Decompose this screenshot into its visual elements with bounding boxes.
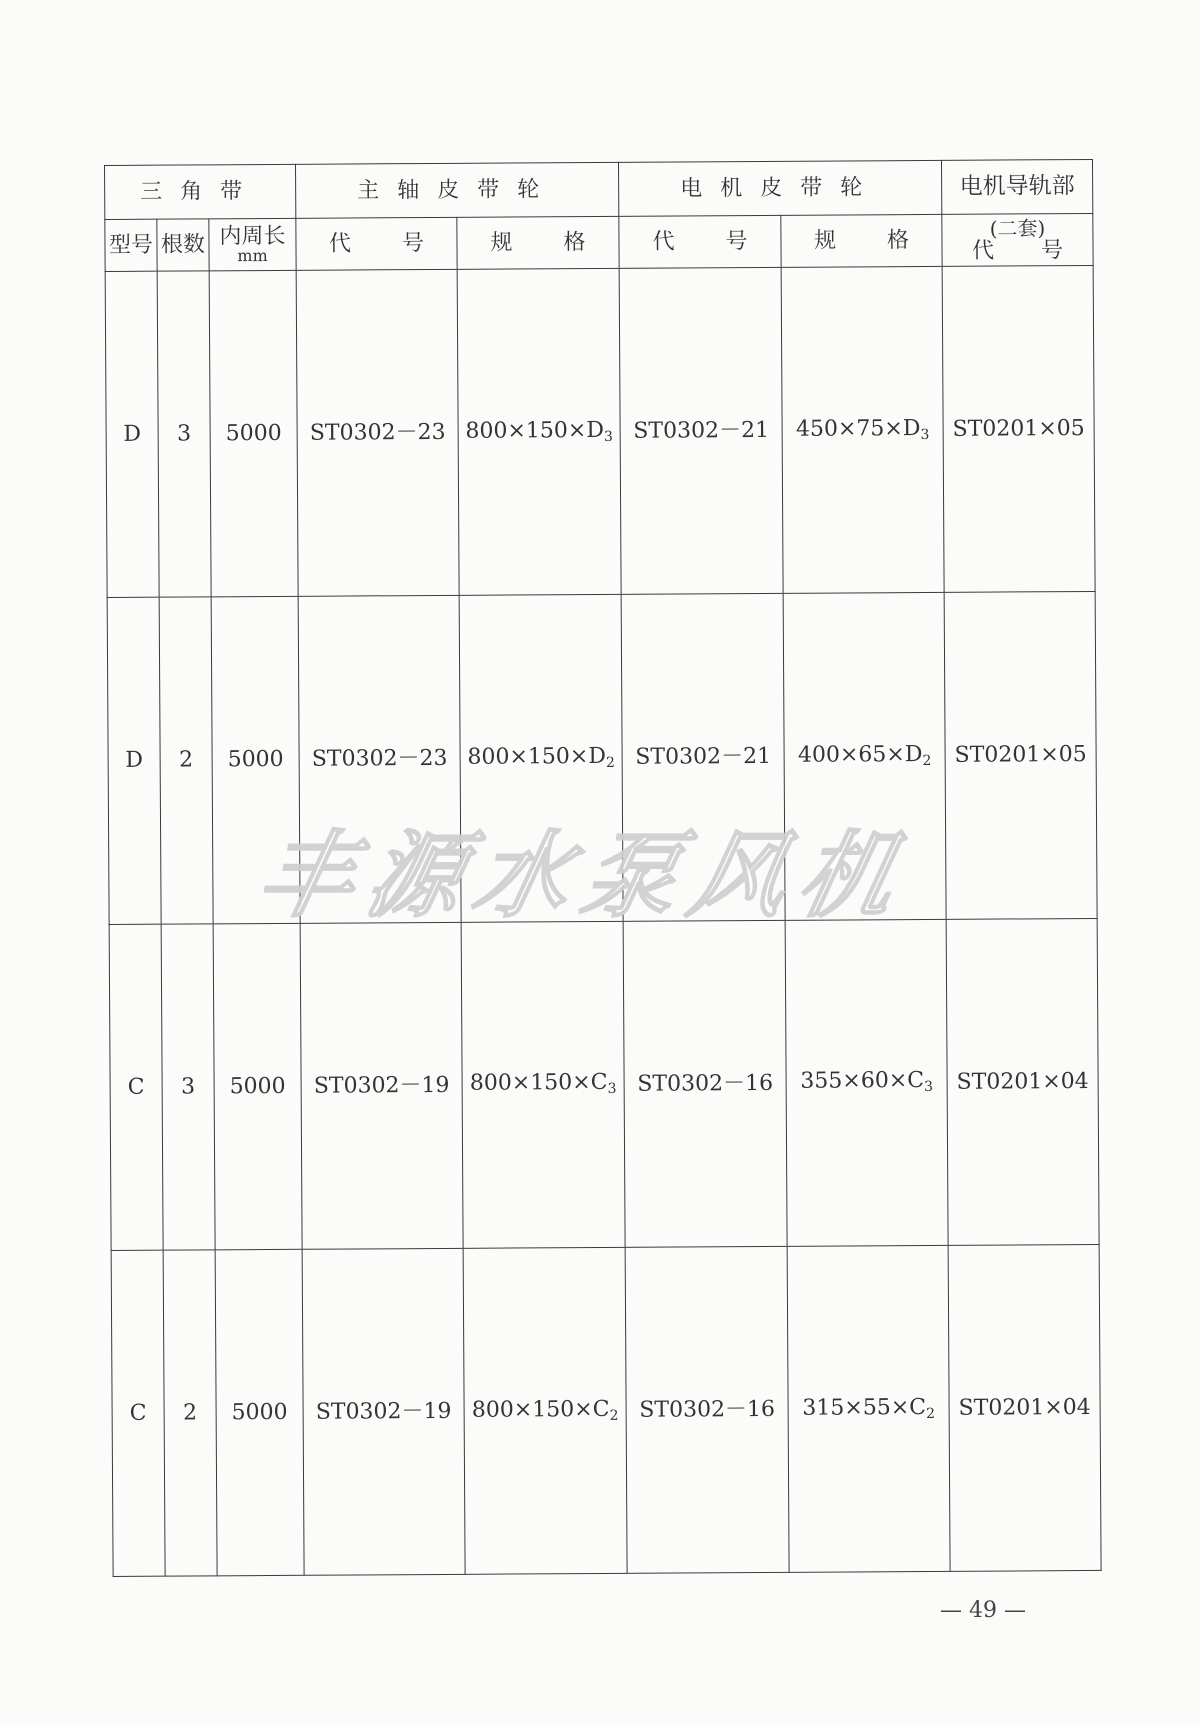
length-header <box>209 218 296 271</box>
type-header: 型号 <box>105 219 157 271</box>
type-cell: C <box>109 924 163 1251</box>
count-cell: 2 <box>159 597 213 924</box>
watermark: 丰源水泵风机 <box>248 821 920 931</box>
motor-spec-header: 规 格 <box>781 214 942 267</box>
length-cell: 5000 <box>211 597 300 924</box>
motor-code-cell: ST0302－21 <box>619 267 783 594</box>
main-code-cell: ST0302－19 <box>302 1248 465 1575</box>
count-cell: 3 <box>161 923 215 1250</box>
main-code-cell: ST0302－19 <box>300 922 463 1249</box>
count-cell: 3 <box>157 271 211 598</box>
motor-spec-cell <box>787 1245 950 1572</box>
rail-header-code: 代 号 <box>972 237 1064 264</box>
motor-spec-subscript: 3 <box>924 1079 934 1096</box>
main-spec-cell <box>459 595 623 922</box>
motor-spec-cell <box>785 919 948 1246</box>
main-spec-subscript: 3 <box>603 428 613 445</box>
main-spec-cell <box>463 1247 627 1574</box>
rail-header <box>942 213 1093 266</box>
type-cell: D <box>107 597 161 924</box>
motor-code-cell: ST0302－21 <box>621 594 785 921</box>
table-row <box>107 592 1097 924</box>
rail-code-cell: ST0201×04 <box>946 918 1099 1245</box>
rail-code-cell: ST0201×04 <box>948 1244 1101 1571</box>
main-spec-subscript: 2 <box>609 1407 619 1424</box>
main-spec-subscript: 3 <box>607 1081 617 1098</box>
length-header-label: 内周长 <box>219 223 286 249</box>
table-row <box>105 266 1095 598</box>
rail-header-qty: (二套) <box>989 215 1046 241</box>
main-spec-value: 800×150×D <box>467 743 607 770</box>
motor-code-header: 代 号 <box>619 215 781 268</box>
motor-code-cell: ST0302－16 <box>625 1246 789 1573</box>
motor-spec-cell <box>781 266 944 593</box>
table-row <box>111 1244 1101 1576</box>
main-spec-header: 规 格 <box>457 216 619 269</box>
table-row <box>109 918 1099 1250</box>
main-spec-value: 800×150×D <box>465 417 605 444</box>
main-code-header: 代 号 <box>296 217 457 270</box>
main-code-cell: ST0302－23 <box>296 269 459 596</box>
motor-spec-value: 400×65×D <box>797 742 923 768</box>
page-number: — 49 — <box>940 1598 1026 1623</box>
belt-group-header: 三角带 <box>105 164 296 219</box>
main-spec-cell <box>457 268 621 595</box>
type-cell: C <box>111 1250 165 1577</box>
main-spec-value: 800×150×C <box>471 1396 610 1423</box>
motor-spec-subscript: 3 <box>920 426 930 443</box>
main-pulley-group-header: 主轴皮带轮 <box>296 162 619 218</box>
main-code-cell: ST0302－23 <box>298 596 461 923</box>
length-header-unit: mm <box>237 245 268 265</box>
length-cell: 5000 <box>209 270 298 597</box>
main-spec-value: 800×150×C <box>469 1070 608 1097</box>
motor-code-cell: ST0302－16 <box>623 920 787 1247</box>
length-cell: 5000 <box>215 1249 304 1576</box>
motor-spec-value: 450×75×D <box>795 415 921 442</box>
length-cell: 5000 <box>213 923 302 1250</box>
count-header: 根数 <box>157 219 209 271</box>
count-cell: 2 <box>163 1250 217 1577</box>
motor-spec-value: 355×60×C <box>800 1068 925 1095</box>
column-header-row <box>105 213 1093 271</box>
motor-pulley-group-header: 电机皮带轮 <box>619 160 942 216</box>
type-cell: D <box>105 271 159 598</box>
motor-spec-subscript: 2 <box>922 753 932 770</box>
motor-spec-cell <box>783 593 946 920</box>
motor-spec-subscript: 2 <box>926 1405 936 1422</box>
rail-code-cell: ST0201×05 <box>942 266 1095 593</box>
spec-table <box>104 159 1102 1577</box>
rail-group-header: 电机导轨部 <box>942 159 1093 214</box>
group-header-row <box>105 159 1093 219</box>
main-spec-subscript: 2 <box>605 754 615 771</box>
motor-spec-value: 315×55×C <box>802 1394 927 1421</box>
rail-code-cell: ST0201×05 <box>944 592 1097 919</box>
main-spec-cell <box>461 921 625 1248</box>
